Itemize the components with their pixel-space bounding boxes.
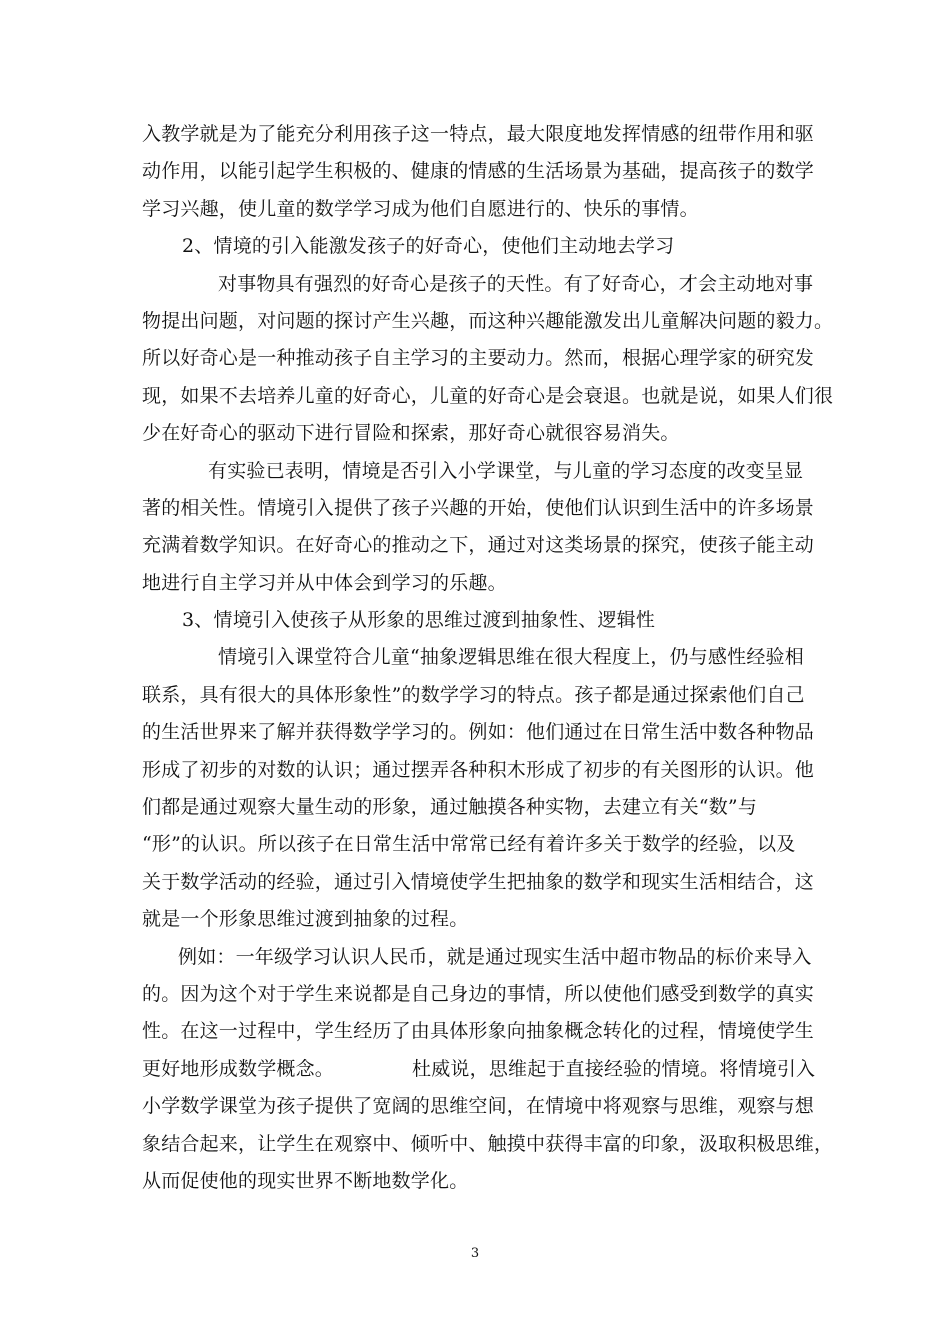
text-line: 小学数学课堂为孩子提供了宽阔的思维空间，在情境中将观察与思维，观察与想	[142, 1095, 815, 1118]
text-line: 例如：一年级学习认识人民币，就是通过现实生活中超市物品的标价来导入	[178, 945, 812, 968]
text-line: 从而促使他的现实世界不断地数学化。	[142, 1169, 469, 1192]
text-line: 的。因为这个对于学生来说都是自己身边的事情，所以使他们感受到数学的真实	[142, 982, 815, 1005]
text-segment: 更好地形成数学概念。	[142, 1057, 335, 1080]
text-line: 物提出问题，对问题的探讨产生兴趣，而这种兴趣能激发出儿童解决问题的毅力。	[142, 309, 834, 332]
text-segment: 杜威说，思维起于直接经验的情境。将情境引入	[412, 1057, 816, 1080]
body-text	[142, 116, 834, 1200]
text-line: 就是一个形象思维过渡到抽象的过程。	[142, 908, 469, 931]
text-line: 关于数学活动的经验，通过引入情境使学生把抽象的数学和现实生活相结合，这	[142, 870, 815, 893]
text-line: 性。在这一过程中，学生经历了由具体形象向抽象概念转化的过程，情境使学生	[142, 1020, 815, 1043]
page-number: 3	[470, 1246, 480, 1261]
text-line: “形”的认识。所以孩子在日常生活中常常已经有着许多关于数学的经验，以及	[142, 833, 796, 856]
text-line: 有实验已表明，情境是否引入小学课堂，与儿童的学习态度的改变呈显	[208, 459, 804, 482]
text-line: 们都是通过观察大量生动的形象，通过触摸各种实物，去建立有关“数”与	[142, 796, 758, 819]
text-line: 形成了初步的对数的认识；通过摆弄各种积木形成了初步的有关图形的认识。他	[142, 758, 815, 781]
text-line	[142, 1051, 822, 1088]
text-line: 动作用，以能引起学生积极的、健康的情感的生活场景为基础，提高孩子的数学	[142, 160, 815, 183]
text-line: 现，如果不去培养儿童的好奇心，儿童的好奇心是会衰退。也就是说，如果人们很	[142, 384, 834, 407]
text-line: 情境引入课堂符合儿童“抽象逻辑思维在很大程度上，仍与感性经验相	[218, 646, 804, 669]
text-line: 著的相关性。情境引入提供了孩子兴趣的开始，使他们认识到生活中的许多场景	[142, 496, 815, 519]
text-line: 联系，具有很大的具体形象性”的数学学习的特点。孩子都是通过探索他们自己	[142, 683, 805, 706]
text-line: 对事物具有强烈的好奇心是孩子的天性。有了好奇心，才会主动地对事	[218, 272, 814, 295]
text-line: 少在好奇心的驱动下进行冒险和探索，那好奇心就很容易消失。	[142, 422, 680, 445]
text-line: 入教学就是为了能充分利用孩子这一特点，最大限度地发挥情感的纽带作用和驱	[142, 123, 815, 145]
section-heading-2: 2、情境的引入能激发孩子的好奇心，使他们主动地去学习	[182, 235, 675, 258]
text-line: 地进行自主学习并从中体会到学习的乐趣。	[142, 571, 507, 594]
text-line: 的生活世界来了解并获得数学学习的。例如：他们通过在日常生活中数各种物品	[142, 721, 815, 744]
section-heading-3: 3、情境引入使孩子从形象的思维过渡到抽象性、逻辑性	[182, 609, 656, 632]
text-line: 学习兴趣，使儿童的数学学习成为他们自愿进行的、快乐的事情。	[142, 197, 699, 220]
text-line: 象结合起来，让学生在观察中、倾听中、触摸中获得丰富的印象，汲取积极思维，	[142, 1132, 834, 1155]
text-line: 充满着数学知识。在好奇心的推动之下，通过对这类场景的探究，使孩子能主动	[142, 534, 815, 557]
text-line: 所以好奇心是一种推动孩子自主学习的主要动力。然而，根据心理学家的研究发	[142, 347, 815, 370]
